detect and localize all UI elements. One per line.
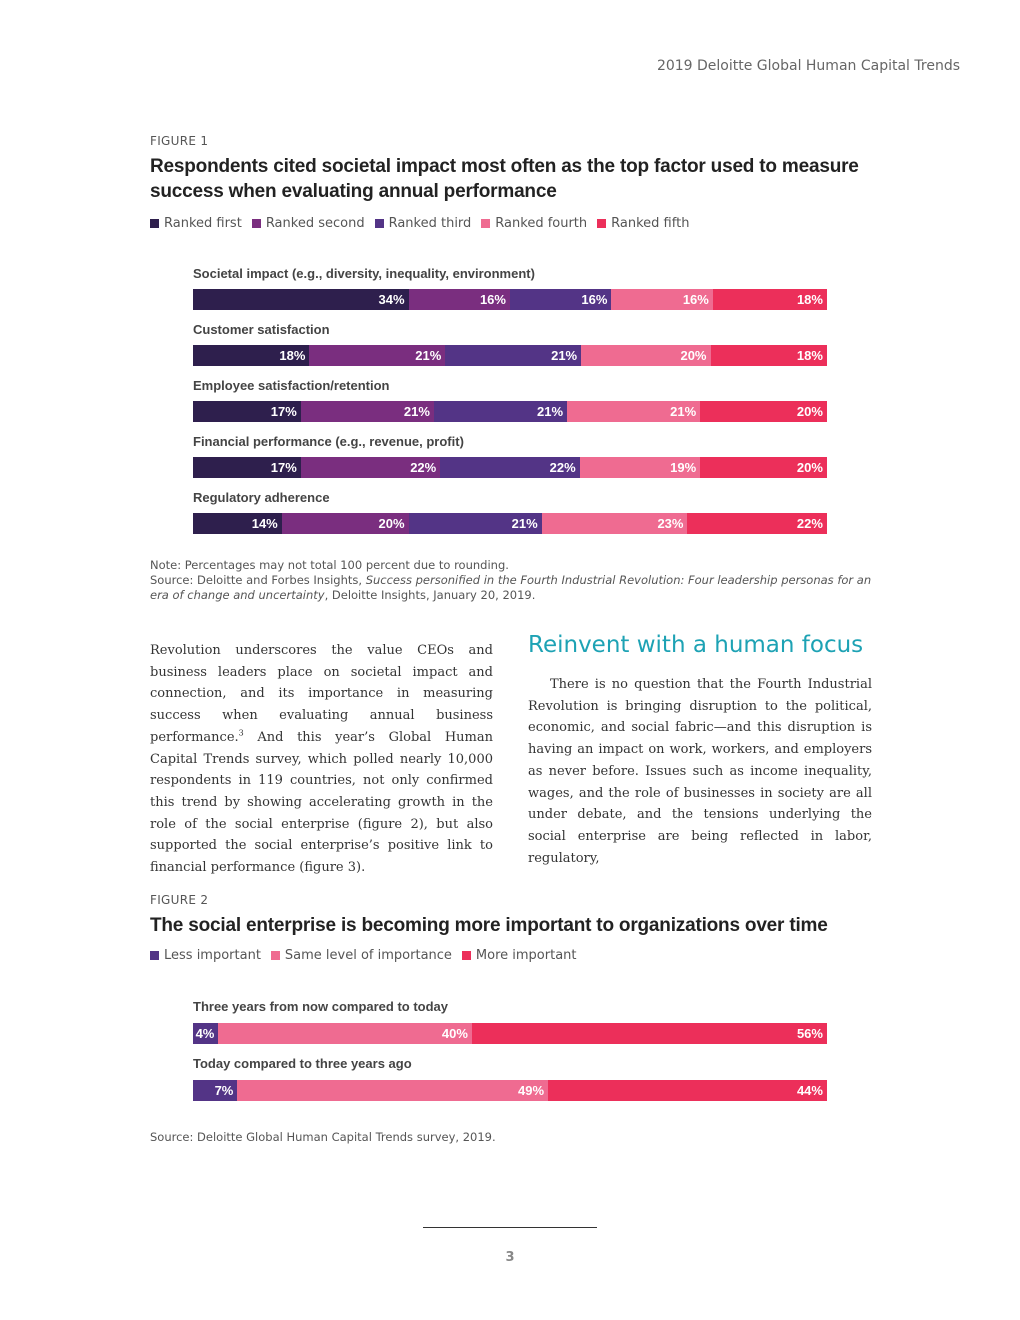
chart-row-regulatory-adherence [193,490,827,531]
source-suffix: , Deloitte Insights, January 20, 2019. [324,588,536,602]
source-title: Success personified in the Fourth Industrial Revolution: Four leadership personas for an era of change and uncertainty [150,573,872,602]
bar-segment-same-level-of-importance [218,1023,472,1044]
legend-item-less-important [150,948,261,963]
bar-segment-ranked-second [309,345,445,366]
bar-segment-ranked-first [193,289,409,310]
page-number: 3 [505,1250,515,1265]
legend-swatch [271,951,280,960]
bar-segment-ranked-third [409,513,542,534]
legend-label: Ranked third [388,216,472,231]
data-label: 20% [796,460,823,475]
chart-row-today-compared-to-three-years-ago [193,1056,827,1098]
data-label: 14% [251,516,278,531]
bar-segment-ranked-fourth [542,513,688,534]
figure-2-title: The social enterprise is becoming more important to organizations over time [150,915,828,936]
footnote-ref[interactable]: 3 [238,728,244,738]
data-label: 40% [441,1026,468,1041]
category-label: Three years from now compared to today [193,999,449,1014]
legend-label: Same level of importance [284,948,452,963]
bar-segment-ranked-fourth [611,289,712,310]
section-heading: Reinvent with a human focus [528,632,864,658]
legend-item-same-importance [271,948,452,963]
data-label: 21% [415,348,442,363]
bar-segment-ranked-third [440,457,579,478]
stacked-bar [193,289,827,310]
stacked-bar [193,513,827,534]
running-header: 2019 Deloitte Global Human Capital Trends [656,58,960,74]
data-label: 4% [195,1026,215,1041]
legend-swatch [252,219,261,228]
body-paragraph-right: There is no question that the Fourth Industrial Revolution is bringing disruption to the political, economic, and social fabric—and this disruption is having an impact on work, workers, and employers as never before. Issues such as income inequality, wages, and the role of businesses in society are all under debate, and the tensions underlying the social enterprise are being reflected in labor, regulatory, [528,677,872,866]
data-label: 21% [511,516,538,531]
data-label: 16% [479,292,506,307]
legend-label: Ranked fourth [495,216,588,231]
data-label: 56% [796,1026,823,1041]
stacked-bar [193,345,827,366]
data-label: 21% [670,404,697,419]
chart-row-three-years-from-now-compared-to-today [193,999,827,1041]
body-text-a: Revolution underscores the value CEOs and business leaders place on societal impact and connection, and its importance in measuring success when evaluating annual business performance. [150,643,493,745]
bar-segment-ranked-second [282,513,409,534]
figure-1-label: FIGURE 1 [150,134,209,148]
legend-item-ranked-second [252,216,365,231]
bar-segment-more-important [472,1023,827,1044]
figure-1-title: Respondents cited societal impact most often as the top factor used to measure success when evaluating annual performance [150,156,859,202]
data-label: 23% [657,516,684,531]
chart-row-financial-performance-e-g-revenue-profit [193,434,827,475]
bar-segment-ranked-first [193,345,309,366]
body-column-left [150,640,493,879]
legend-label: More important [475,948,577,963]
data-label: 7% [214,1083,234,1098]
data-label: 22% [549,460,576,475]
data-label: 21% [551,348,578,363]
category-label: Employee satisfaction/retention [193,378,390,393]
legend-item-more-important [462,948,577,963]
figure-1-source [150,573,880,603]
bar-segment-ranked-fourth [567,401,700,422]
bar-segment-ranked-third [445,345,581,366]
category-label: Customer satisfaction [193,322,330,337]
figure-1-chart [193,266,827,536]
bar-segment-ranked-fourth [580,457,700,478]
figure-2-legend [150,948,880,963]
body-column-right [528,630,872,869]
legend-item-ranked-first [150,216,242,231]
bar-segment-ranked-fifth [713,289,827,310]
figure-2-header [150,893,880,963]
data-label: 22% [796,516,823,531]
bar-segment-ranked-third [510,289,611,310]
bar-segment-less-important [193,1023,218,1044]
bar-segment-ranked-second [301,401,434,422]
bar-segment-less-important [193,1080,237,1101]
data-label: 17% [270,460,297,475]
chart-row-customer-satisfaction [193,322,827,363]
bar-segment-same-level-of-importance [237,1080,548,1101]
legend-item-ranked-fifth [597,216,689,231]
stacked-bar [193,457,827,478]
source-prefix: Source: Deloitte and Forbes Insights, [150,573,366,587]
data-label: 16% [581,292,608,307]
legend-swatch [481,219,490,228]
data-label: 44% [796,1083,823,1098]
legend-swatch [462,951,471,960]
legend-swatch [150,219,159,228]
data-label: 22% [410,460,437,475]
figure-2-chart [193,999,827,1109]
bar-segment-ranked-first [193,401,301,422]
footer-rule [423,1227,597,1228]
bar-segment-ranked-fifth [711,345,827,366]
bar-segment-ranked-fifth [700,457,827,478]
data-label: 49% [518,1083,545,1098]
legend-swatch [375,219,384,228]
category-label: Regulatory adherence [193,490,330,505]
legend-swatch [150,951,159,960]
data-label: 20% [680,348,707,363]
figure-1-note: Note: Percentages may not total 100 percent due to rounding. [150,558,509,572]
body-text-b: And this year’s Global Human Capital Trends survey, which polled nearly 10,000 respondents in 119 countries, not only confirmed this trend by showing accelerating growth in the role of the social enterprise (figure 2), but also supported the social enterprise’s positive link to financial performance (figure 3). [150,729,493,876]
bar-segment-ranked-first [193,457,301,478]
bar-segment-more-important [548,1080,827,1101]
category-label: Today compared to three years ago [193,1056,412,1071]
data-label: 18% [796,348,823,363]
stacked-bar [193,401,827,422]
figure-1-notes [150,558,880,603]
stacked-bar [193,1080,827,1101]
data-label: 18% [279,348,306,363]
figure-2-label: FIGURE 2 [150,893,209,907]
figure-1-header [150,134,880,231]
bar-segment-ranked-fifth [700,401,827,422]
bar-segment-ranked-second [409,289,510,310]
legend-label: Ranked second [265,216,365,231]
legend-swatch [597,219,606,228]
data-label: 21% [536,404,564,419]
figure-1-legend [150,216,880,231]
body-paragraph-left [150,640,493,879]
bar-segment-ranked-first [193,513,282,534]
data-label: 21% [403,404,430,419]
bar-segment-ranked-third [434,401,567,422]
bar-segment-ranked-second [301,457,440,478]
bar-segment-ranked-fourth [581,345,710,366]
data-label: 20% [378,516,405,531]
chart-row-societal-impact-e-g-diversity-inequality [193,266,827,307]
legend-label: Ranked fifth [611,216,690,231]
legend-item-ranked-third [375,216,472,231]
legend-label: Ranked first [164,216,242,231]
data-label: 20% [796,404,823,419]
category-label: Financial performance (e.g., revenue, profit) [193,434,464,449]
data-label: 18% [796,292,823,307]
chart-row-employee-satisfaction-retention [193,378,827,419]
stacked-bar [193,1023,827,1044]
category-label: Societal impact (e.g., diversity, inequality, environment) [193,266,535,281]
bar-segment-ranked-fifth [687,513,826,534]
data-label: 19% [670,460,697,475]
data-label: 16% [682,292,709,307]
figure-2-source: Source: Deloitte Global Human Capital Trends survey, 2019. [150,1130,496,1144]
data-label: 17% [270,404,297,419]
legend-label: Less important [164,948,261,963]
legend-item-ranked-fourth [481,216,587,231]
data-label: 34% [378,292,405,307]
